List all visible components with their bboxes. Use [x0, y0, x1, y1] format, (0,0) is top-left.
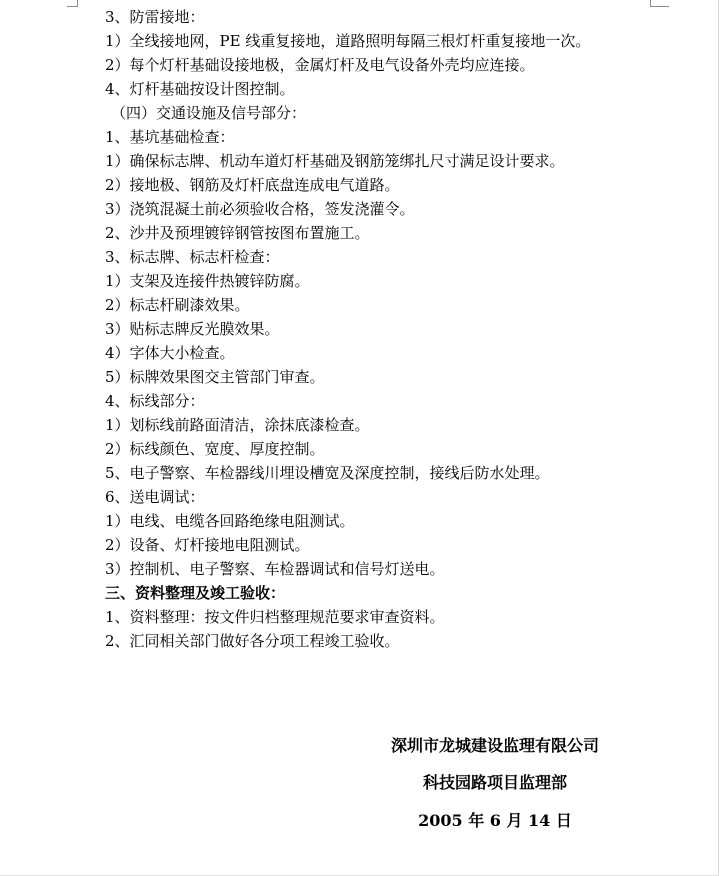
text-line: 1）确保标志牌、机动车道灯杆基础及钢筋笼绑扎尺寸满足设计要求。 [105, 152, 565, 170]
text-line: 5、电子警察、车检器线川埋设槽宽及深度控制，接线后防水处理。 [105, 464, 550, 482]
text-line: 2、沙井及预埋镀锌钢管按图布置施工。 [105, 224, 370, 242]
text-line: 4）字体大小检查。 [105, 344, 235, 362]
text-line: 2）每个灯杆基础设接地极，金属灯杆及电气设备外壳均应连接。 [105, 56, 535, 74]
text-line: 2）设备、灯杆接地电阻测试。 [105, 536, 310, 554]
section-heading: 三、资料整理及竣工验收： [105, 584, 286, 602]
text-line: 2）标线颜色、宽度、厚度控制。 [105, 440, 325, 458]
text-line: 1）电线、电缆各回路绝缘电阻测试。 [105, 512, 355, 530]
text-line: 1、基坑基础检查： [105, 128, 235, 146]
text-line: 1）支架及连接件热镀锌防腐。 [105, 272, 310, 290]
text-line: 3、标志牌、标志杆检查： [105, 248, 280, 266]
signature-department: 科技园路项目监理部 [422, 773, 567, 792]
text-line: 3）浇筑混凝土前必须验收合格，签发浇灌令。 [105, 200, 415, 218]
document-body [105, 5, 705, 653]
text-line: 3）贴标志牌反光膜效果。 [105, 320, 280, 338]
text-line: 4、灯杆基础按设计图控制。 [105, 80, 295, 98]
text-line: 4、标线部分： [105, 392, 205, 410]
text-line: 2、汇同相关部门做好各分项工程竣工验收。 [105, 632, 400, 650]
text-line: 3、防雷接地： [105, 8, 205, 26]
page-corner-mark-left [67, 0, 78, 7]
signature-company: 深圳市龙城建设监理有限公司 [390, 736, 599, 755]
text-line: 1）全线接地网，PE 线重复接地，道路照明每隔三根灯杆重复接地一次。 [105, 32, 591, 50]
text-line: （四）交通设施及信号部分： [111, 104, 307, 122]
text-line: 6、送电调试： [105, 488, 205, 506]
text-line: 2）接地极、钢筋及灯杆底盘连成电气道路。 [105, 176, 400, 194]
text-line: 3）控制机、电子警察、车检器调试和信号灯送电。 [105, 560, 445, 578]
text-line: 1、资料整理：按文件归档整理规范要求审查资料。 [105, 608, 445, 626]
text-line: 1）划标线前路面清洁，涂抹底漆检查。 [105, 416, 370, 434]
text-line: 5）标牌效果图交主管部门审查。 [105, 368, 325, 386]
signature-date: 2005 年 6 月 14 日 [418, 811, 572, 830]
text-line: 2）标志杆刷漆效果。 [105, 296, 250, 314]
